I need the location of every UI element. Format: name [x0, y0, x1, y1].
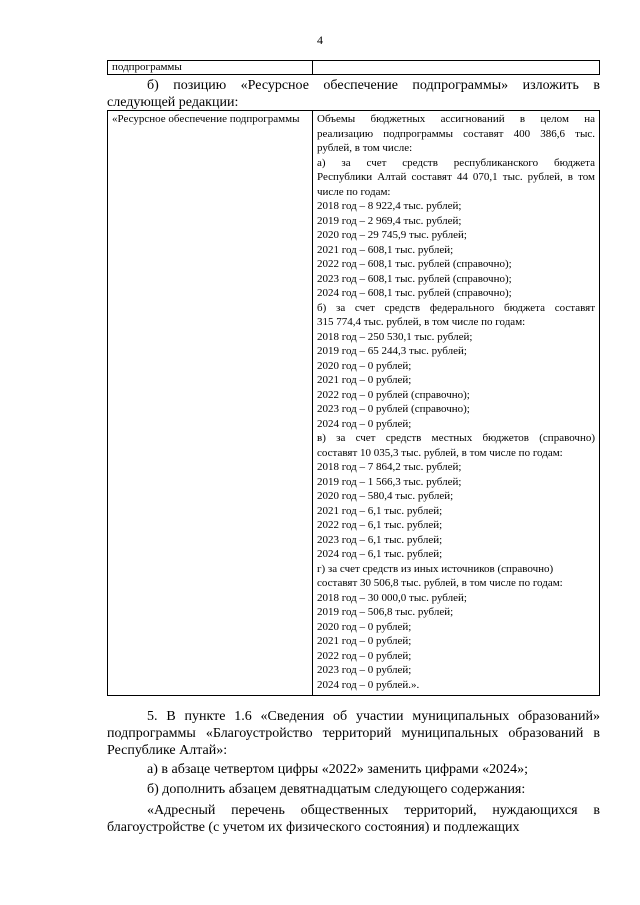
resource-line: 2024 год – 0 рублей.».: [317, 678, 420, 691]
paragraph-subitem-a: а) в абзаце четвертом цифры «2022» заменить цифрами «2024»;: [147, 762, 529, 777]
resource-line: 2020 год – 29 745,9 тыс. рублей;: [317, 229, 467, 241]
resource-line: 2022 год – 6,1 тыс. рублей;: [317, 519, 443, 531]
resource-line: 2021 год – 0 рублей;: [317, 374, 412, 386]
intro-paragraph: б) позицию «Ресурсное обеспечение подпрограммы» изложить в следующей редакции:: [107, 78, 600, 110]
resource-line: 2019 год – 1 566,3 тыс. рублей;: [317, 475, 462, 488]
resource-table-label: «Ресурсное обеспечение подпрограммы: [108, 111, 313, 696]
resource-line: 2022 год – 0 рублей;: [317, 649, 412, 662]
resource-line: 2018 год – 7 864,2 тыс. рублей;: [317, 461, 462, 473]
resource-line: реализацию подпрограммы составят 400 386,6 тыс.: [317, 127, 595, 140]
resource-line: 2024 год – 608,1 тыс. рублей (справочно);: [317, 287, 512, 299]
resource-line: 2020 год – 580,4 тыс. рублей;: [317, 490, 454, 502]
paragraph-quote-start: «Адресный перечень общественных территорий, нуждающихся в благоустройстве (с учетом их физического состояния) и подлежащих: [107, 803, 600, 835]
resource-line: б) за счет средств федерального бюджета составят: [317, 301, 595, 314]
resource-line: 315 774,4 тыс. рублей, в том числе по годам:: [317, 316, 526, 328]
resource-line: числе по годам:: [317, 185, 391, 198]
resource-table-content: [313, 111, 600, 696]
resource-line: рублей, в том числе:: [317, 142, 413, 154]
resource-line: 2018 год – 250 530,1 тыс. рублей;: [317, 330, 473, 343]
resource-line: Республики Алтай составят 44 070,1 тыс. рублей, в том: [317, 171, 595, 183]
prev-table-cell-left: подпрограммы: [108, 61, 313, 75]
paragraph-item-5: 5. В пункте 1.6 «Сведения об участии муниципальных образований» подпрограммы «Благоустройство территорий муниципальных образований в Республике Алтай»:: [107, 709, 600, 758]
resource-line: 2019 год – 2 969,4 тыс. рублей;: [317, 214, 462, 227]
resource-line: 2021 год – 6,1 тыс. рублей;: [317, 504, 443, 517]
resource-table: [107, 110, 600, 696]
resource-line: 2023 год – 0 рублей (справочно);: [317, 403, 470, 415]
resource-line: 2022 год – 608,1 тыс. рублей (справочно);: [317, 258, 512, 270]
resource-line: 2021 год – 608,1 тыс. рублей;: [317, 243, 454, 256]
resource-line: 2021 год – 0 рублей;: [317, 635, 412, 647]
paragraph-subitem-b: б) дополнить абзацем девятнадцатым следующего содержания:: [147, 782, 526, 797]
resource-line: 2022 год – 0 рублей (справочно);: [317, 388, 470, 401]
resource-line: а) за счет средств республиканского бюджета: [317, 156, 595, 169]
page-number: 4: [317, 33, 323, 47]
resource-line: 2020 год – 0 рублей;: [317, 620, 412, 633]
resource-line: составят 10 035,3 тыс. рублей, в том числе по годам:: [317, 446, 563, 459]
resource-line: составят 30 506,8 тыс. рублей, в том числе по годам:: [317, 577, 563, 589]
resource-line: в) за счет средств местных бюджетов (справочно): [317, 432, 595, 444]
prev-table-cell-right: [313, 61, 600, 75]
resource-line: 2023 год – 0 рублей;: [317, 664, 412, 676]
resource-line: 2018 год – 30 000,0 тыс. рублей;: [317, 591, 467, 604]
resource-line: 2024 год – 0 рублей;: [317, 417, 412, 430]
resource-line: Объемы бюджетных ассигнований в целом на: [317, 113, 595, 125]
resource-line: 2019 год – 65 244,3 тыс. рублей;: [317, 345, 467, 357]
resource-line: 2024 год – 6,1 тыс. рублей;: [317, 548, 443, 560]
previous-table-fragment: [107, 60, 600, 75]
resource-line: 2023 год – 608,1 тыс. рублей (справочно);: [317, 272, 512, 285]
resource-line: 2020 год – 0 рублей;: [317, 359, 412, 372]
resource-line: 2019 год – 506,8 тыс. рублей;: [317, 606, 454, 618]
resource-line: г) за счет средств из иных источников (справочно): [317, 562, 554, 575]
resource-line: 2018 год – 8 922,4 тыс. рублей;: [317, 200, 462, 212]
resource-line: 2023 год – 6,1 тыс. рублей;: [317, 533, 443, 546]
